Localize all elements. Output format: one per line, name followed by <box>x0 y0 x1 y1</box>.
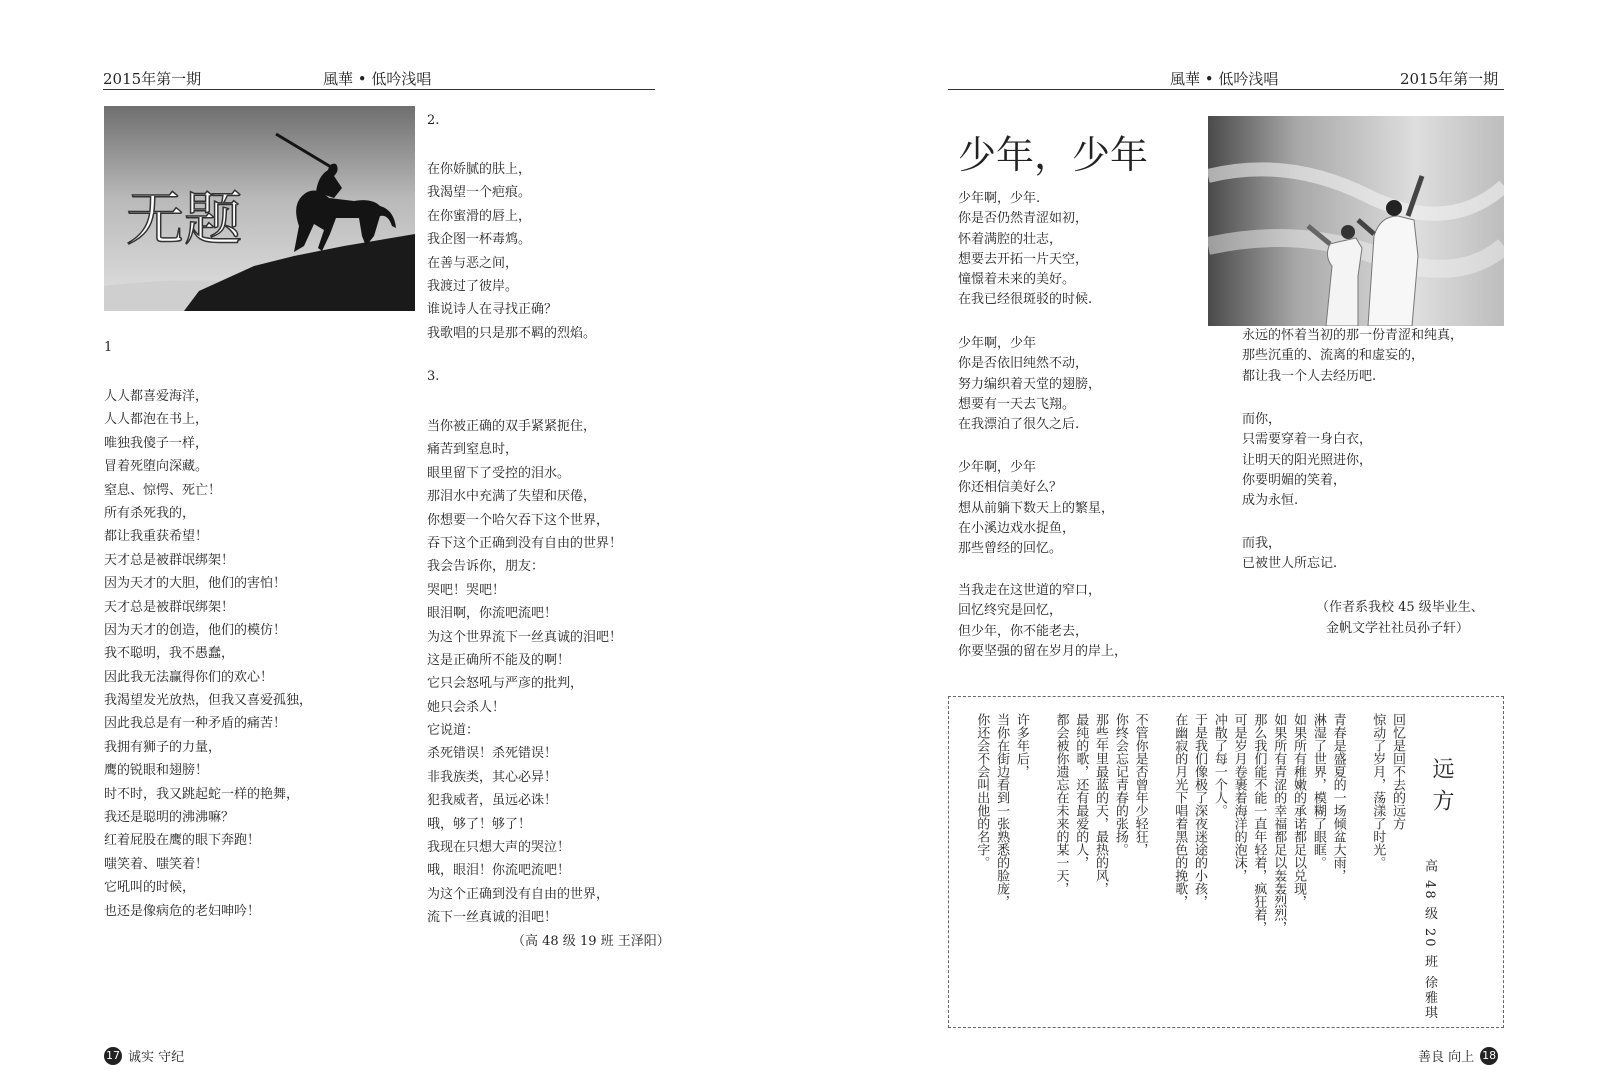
section1-line: 因为天才的创造，他们的模仿！ <box>104 622 287 638</box>
stanza4-line: 当我走在这世道的窄口， <box>958 583 1102 598</box>
section2-line: 在你蜜滑的唇上， <box>427 208 532 224</box>
box-column-line: 于是我们像极了深夜迷途的小孩， <box>1192 713 1208 908</box>
stanza4-line: 你要坚强的留在岁月的岸上， <box>958 643 1128 659</box>
section3-line: 吞下这个正确到没有自由的世界！ <box>427 535 623 551</box>
section1-line: 也还是像病危的老妇呻吟！ <box>104 903 261 919</box>
box-column-line: 如果所有稚嫩的承诺都足以兑现， <box>1291 713 1307 908</box>
section3-line: 她只会杀人！ <box>427 699 506 715</box>
section1-line: 鹰的锐眼和翅膀！ <box>104 763 209 779</box>
stanza1-line: 你是否仍然青涩如初， <box>958 211 1089 227</box>
section1-poem <box>104 385 312 923</box>
stanza1-line: 少年啊，少年. <box>958 191 1041 206</box>
left-title: 无题 <box>126 185 243 253</box>
stanza5-line: 那些沉重的、流离的和虚妄的， <box>1242 348 1425 364</box>
right-author-line1: （作者系我校 45 级毕业生、 <box>1316 600 1484 615</box>
box-column-line: 在幽寂的月光下唱着黑色的挽歌， <box>1172 713 1188 908</box>
stanza3-line: 在小溪边戏水捉鱼， <box>958 520 1076 536</box>
box-author: 高 48 级 20 班 徐雅琪 <box>1422 859 1437 1021</box>
box-column-line: 回忆是回不去的远方 <box>1390 713 1405 830</box>
stanza2-line: 少年啊，少年 <box>958 336 1037 351</box>
left-header-issue: 2015年第一期 <box>103 70 202 88</box>
stanza2-line: 想要有一天去飞翔。 <box>958 396 1076 412</box>
section3-line: 哭吧！哭吧！ <box>427 582 506 598</box>
stanza6-line: 只需要穿着一身白衣， <box>1242 432 1373 448</box>
section1-line: 红着屁股在鹰的眼下奔跑！ <box>104 833 261 849</box>
section3-line: 眼里留下了受控的泪水。 <box>427 465 571 481</box>
right-footer <box>1418 1046 1498 1065</box>
section2-number: 2. <box>427 113 440 128</box>
right-author-line2: 金帆文学社社员孙子轩） <box>1326 621 1470 636</box>
section1-number: 1 <box>104 340 113 355</box>
section3-line: 当你被正确的双手紧紧扼住， <box>427 419 597 434</box>
section1-line: 因此我总是有一种矛盾的痛苦！ <box>104 716 287 732</box>
section2-line: 我企图一杯毒鸩。 <box>427 232 532 248</box>
section3-line: 为这个正确到没有自由的世界， <box>427 886 610 902</box>
section1-line: 因此我无法赢得你们的欢心！ <box>104 669 274 685</box>
section1-line: 所有杀死我的， <box>104 505 196 521</box>
stanza1-line: 想要去开拓一片天空， <box>958 251 1089 267</box>
stanza6-line: 成为永恒. <box>1242 493 1299 509</box>
section3-line: 你想要一个哈欠吞下这个世界， <box>427 512 610 528</box>
stanza-4 <box>958 581 1127 662</box>
box-column-line: 那些年里最蓝的天，最热的风， <box>1093 713 1109 895</box>
right-title: 少年，少年 <box>958 133 1149 177</box>
section3-line: 眼泪啊，你流吧流吧！ <box>427 606 558 622</box>
box-column-line: 不管你是否曾年少轻狂， <box>1132 713 1148 856</box>
stanza4-line: 但少年，你不能老去， <box>958 623 1089 639</box>
stanza2-line: 在我漂泊了很久之后. <box>958 417 1080 433</box>
right-header-rule <box>948 89 1504 90</box>
stanza1-line: 怀着满腔的壮志， <box>958 231 1063 247</box>
section1-line: 嗤笑着、嗤笑着！ <box>104 856 209 872</box>
section2-poem <box>427 158 596 345</box>
box-column-line: 可是岁月卷裹着海洋的泡沫， <box>1231 713 1247 882</box>
left-footer-motto: 诚实 守纪 <box>128 1050 185 1065</box>
stanza4-line: 回忆终究是回忆， <box>958 603 1063 619</box>
section2-line: 谁说诗人在寻找正确？ <box>427 302 558 318</box>
box-column-line: 当你在街边看到一张熟悉的脸庞， <box>994 713 1010 908</box>
stanza-3 <box>958 458 1114 559</box>
section3-line: 这是正确所不能及的啊！ <box>427 652 571 668</box>
box-column-line: 惊动了岁月，荡漾了时光。 <box>1370 713 1386 869</box>
box-column-line: 都会被你遗忘在未来的某一天， <box>1053 713 1069 895</box>
right-footer-motto: 善良 向上 <box>1418 1050 1475 1065</box>
page-number-17: 17 <box>104 1047 122 1065</box>
left-footer <box>104 1046 184 1065</box>
right-header-column: 風華 • 低吟浅唱 <box>1170 70 1279 88</box>
section3-line: 我现在只想大声的哭泣！ <box>427 840 571 856</box>
stanza1-line: 在我已经很斑驳的时候. <box>958 292 1093 308</box>
box-title: 远方 <box>1429 757 1454 821</box>
section1-line: 我渴望发光放热，但我又喜爱孤独， <box>104 693 313 709</box>
box-column-line <box>1150 713 1170 1013</box>
box-column-line: 青春是盛夏的一场倾盆大雨， <box>1330 713 1346 882</box>
section3-line: 哦，够了！够了！ <box>427 816 532 832</box>
section2-line: 在善与恶之间， <box>427 255 519 271</box>
stanza5-line: 永远的怀着当初的那一份青涩和纯真， <box>1242 328 1464 343</box>
section3-line: 非我族类，其心必异！ <box>427 769 558 785</box>
title-image-horse-rider <box>104 106 415 311</box>
section1-line: 我还是聪明的沸沸嘛？ <box>104 810 235 826</box>
stanza3-line: 少年啊，少年 <box>958 460 1037 475</box>
section1-line: 唯独我傻子一样， <box>104 435 209 451</box>
box-column-line: 淋湿了世界，模糊了眼眶。 <box>1310 713 1326 869</box>
section3-line: 流下一丝真诚的泪吧！ <box>427 910 558 926</box>
box-column-line: 你还会不会叫出他的名字。 <box>974 713 990 869</box>
stanza3-line: 想从前躺下数天上的繁星， <box>958 500 1115 516</box>
stanza1-line: 憧憬着未来的美好。 <box>958 272 1076 288</box>
section3-poem <box>427 415 622 930</box>
box-column-line: 许多年后， <box>1013 713 1029 778</box>
section1-line: 窒息、惊愕、死亡！ <box>104 482 222 498</box>
section1-line: 都让我重获希望！ <box>104 529 209 545</box>
stanza3-line: 那些曾经的回忆。 <box>958 541 1063 557</box>
section1-line: 冒着死堕向深藏。 <box>104 459 209 475</box>
section1-line: 人人都喜爱海洋， <box>104 389 209 404</box>
section3-line: 哦，眼泪！你流吧流吧！ <box>427 863 571 879</box>
stanza-2 <box>958 334 1101 435</box>
box-column-line: 如果所有青涩的幸福都足以轰轰烈烈， <box>1271 713 1287 934</box>
section1-line: 天才总是被群氓绑架！ <box>104 552 235 568</box>
left-author: （高 48 级 19 班 王泽阳） <box>512 934 670 949</box>
stanza-7 <box>1242 534 1337 575</box>
box-column-line: 你终会忘记青春的张扬。 <box>1112 713 1128 856</box>
section1-line: 因为天才的大胆，他们的害怕！ <box>104 576 287 592</box>
box-column-line <box>1348 713 1368 1013</box>
stanza7-line: 而我， <box>1242 536 1282 551</box>
right-header-issue: 2015年第一期 <box>1400 70 1499 88</box>
section3-line: 它只会怒吼与严彦的批判， <box>427 676 584 692</box>
section1-line: 时不时，我又跳起蛇一样的艳舞， <box>104 786 300 802</box>
section3-line: 痛苦到窒息时， <box>427 442 519 458</box>
box-column-line: 那么我们能不能一直年轻着，疯狂着， <box>1251 713 1267 934</box>
poem-box-yuanfang <box>948 696 1504 1028</box>
stanza2-line: 你是否依旧纯然不动， <box>958 356 1089 372</box>
section3-line: 我会告诉你，朋友： <box>427 559 545 575</box>
stanza6-line: 你要明媚的笑着， <box>1242 472 1347 488</box>
section1-line: 我不聪明，我不愚蠢， <box>104 646 235 662</box>
section2-line: 在你娇腻的肤上， <box>427 162 532 177</box>
section1-line: 我拥有狮子的力量， <box>104 739 222 755</box>
section3-line: 它说道： <box>427 723 480 739</box>
section2-line: 我渡过了彼岸。 <box>427 278 519 294</box>
box-column-line <box>1031 713 1051 1013</box>
section3-line: 为这个世界流下一丝真诚的泪吧！ <box>427 629 623 645</box>
box-poem-columns <box>971 713 1407 1013</box>
stanza6-line: 而你， <box>1242 412 1282 427</box>
section3-number: 3. <box>427 369 440 384</box>
section2-line: 我渴望一个疤痕。 <box>427 185 532 201</box>
left-header-column: 風華 • 低吟浅唱 <box>323 70 432 88</box>
section3-line: 那泪水中充满了失望和厌倦， <box>427 489 597 505</box>
section1-line: 它吼叫的时候， <box>104 880 196 896</box>
section2-line: 我歌唱的只是那不羁的烈焰。 <box>427 325 597 341</box>
stanza6-line: 让明天的阳光照进你， <box>1242 452 1373 468</box>
reaching-figures-illustration <box>1208 116 1504 326</box>
box-column-line: 冲散了每一个人。 <box>1211 713 1227 817</box>
stanza-1 <box>958 189 1092 311</box>
page-number-18: 18 <box>1480 1047 1498 1065</box>
stanza-6 <box>1242 410 1372 511</box>
left-header-rule <box>103 89 655 90</box>
photo-reaching-figures <box>1208 116 1504 326</box>
section1-line: 人人都泡在书上， <box>104 412 209 428</box>
stanza5-line: 都让我一个人去经历吧. <box>1242 368 1377 384</box>
box-column-line: 最纯的歌，还有最爱的人， <box>1073 713 1089 869</box>
section3-line: 犯我威者，虽远必诛！ <box>427 793 558 809</box>
section1-line: 天才总是被群氓绑架！ <box>104 599 235 615</box>
stanza2-line: 努力编织着天堂的翅膀， <box>958 376 1102 392</box>
section3-line: 杀死错误！杀死错误！ <box>427 746 558 762</box>
stanza-5 <box>1242 326 1463 387</box>
stanza7-line: 已被世人所忘记. <box>1242 556 1338 572</box>
stanza3-line: 你还相信美好么？ <box>958 480 1063 496</box>
